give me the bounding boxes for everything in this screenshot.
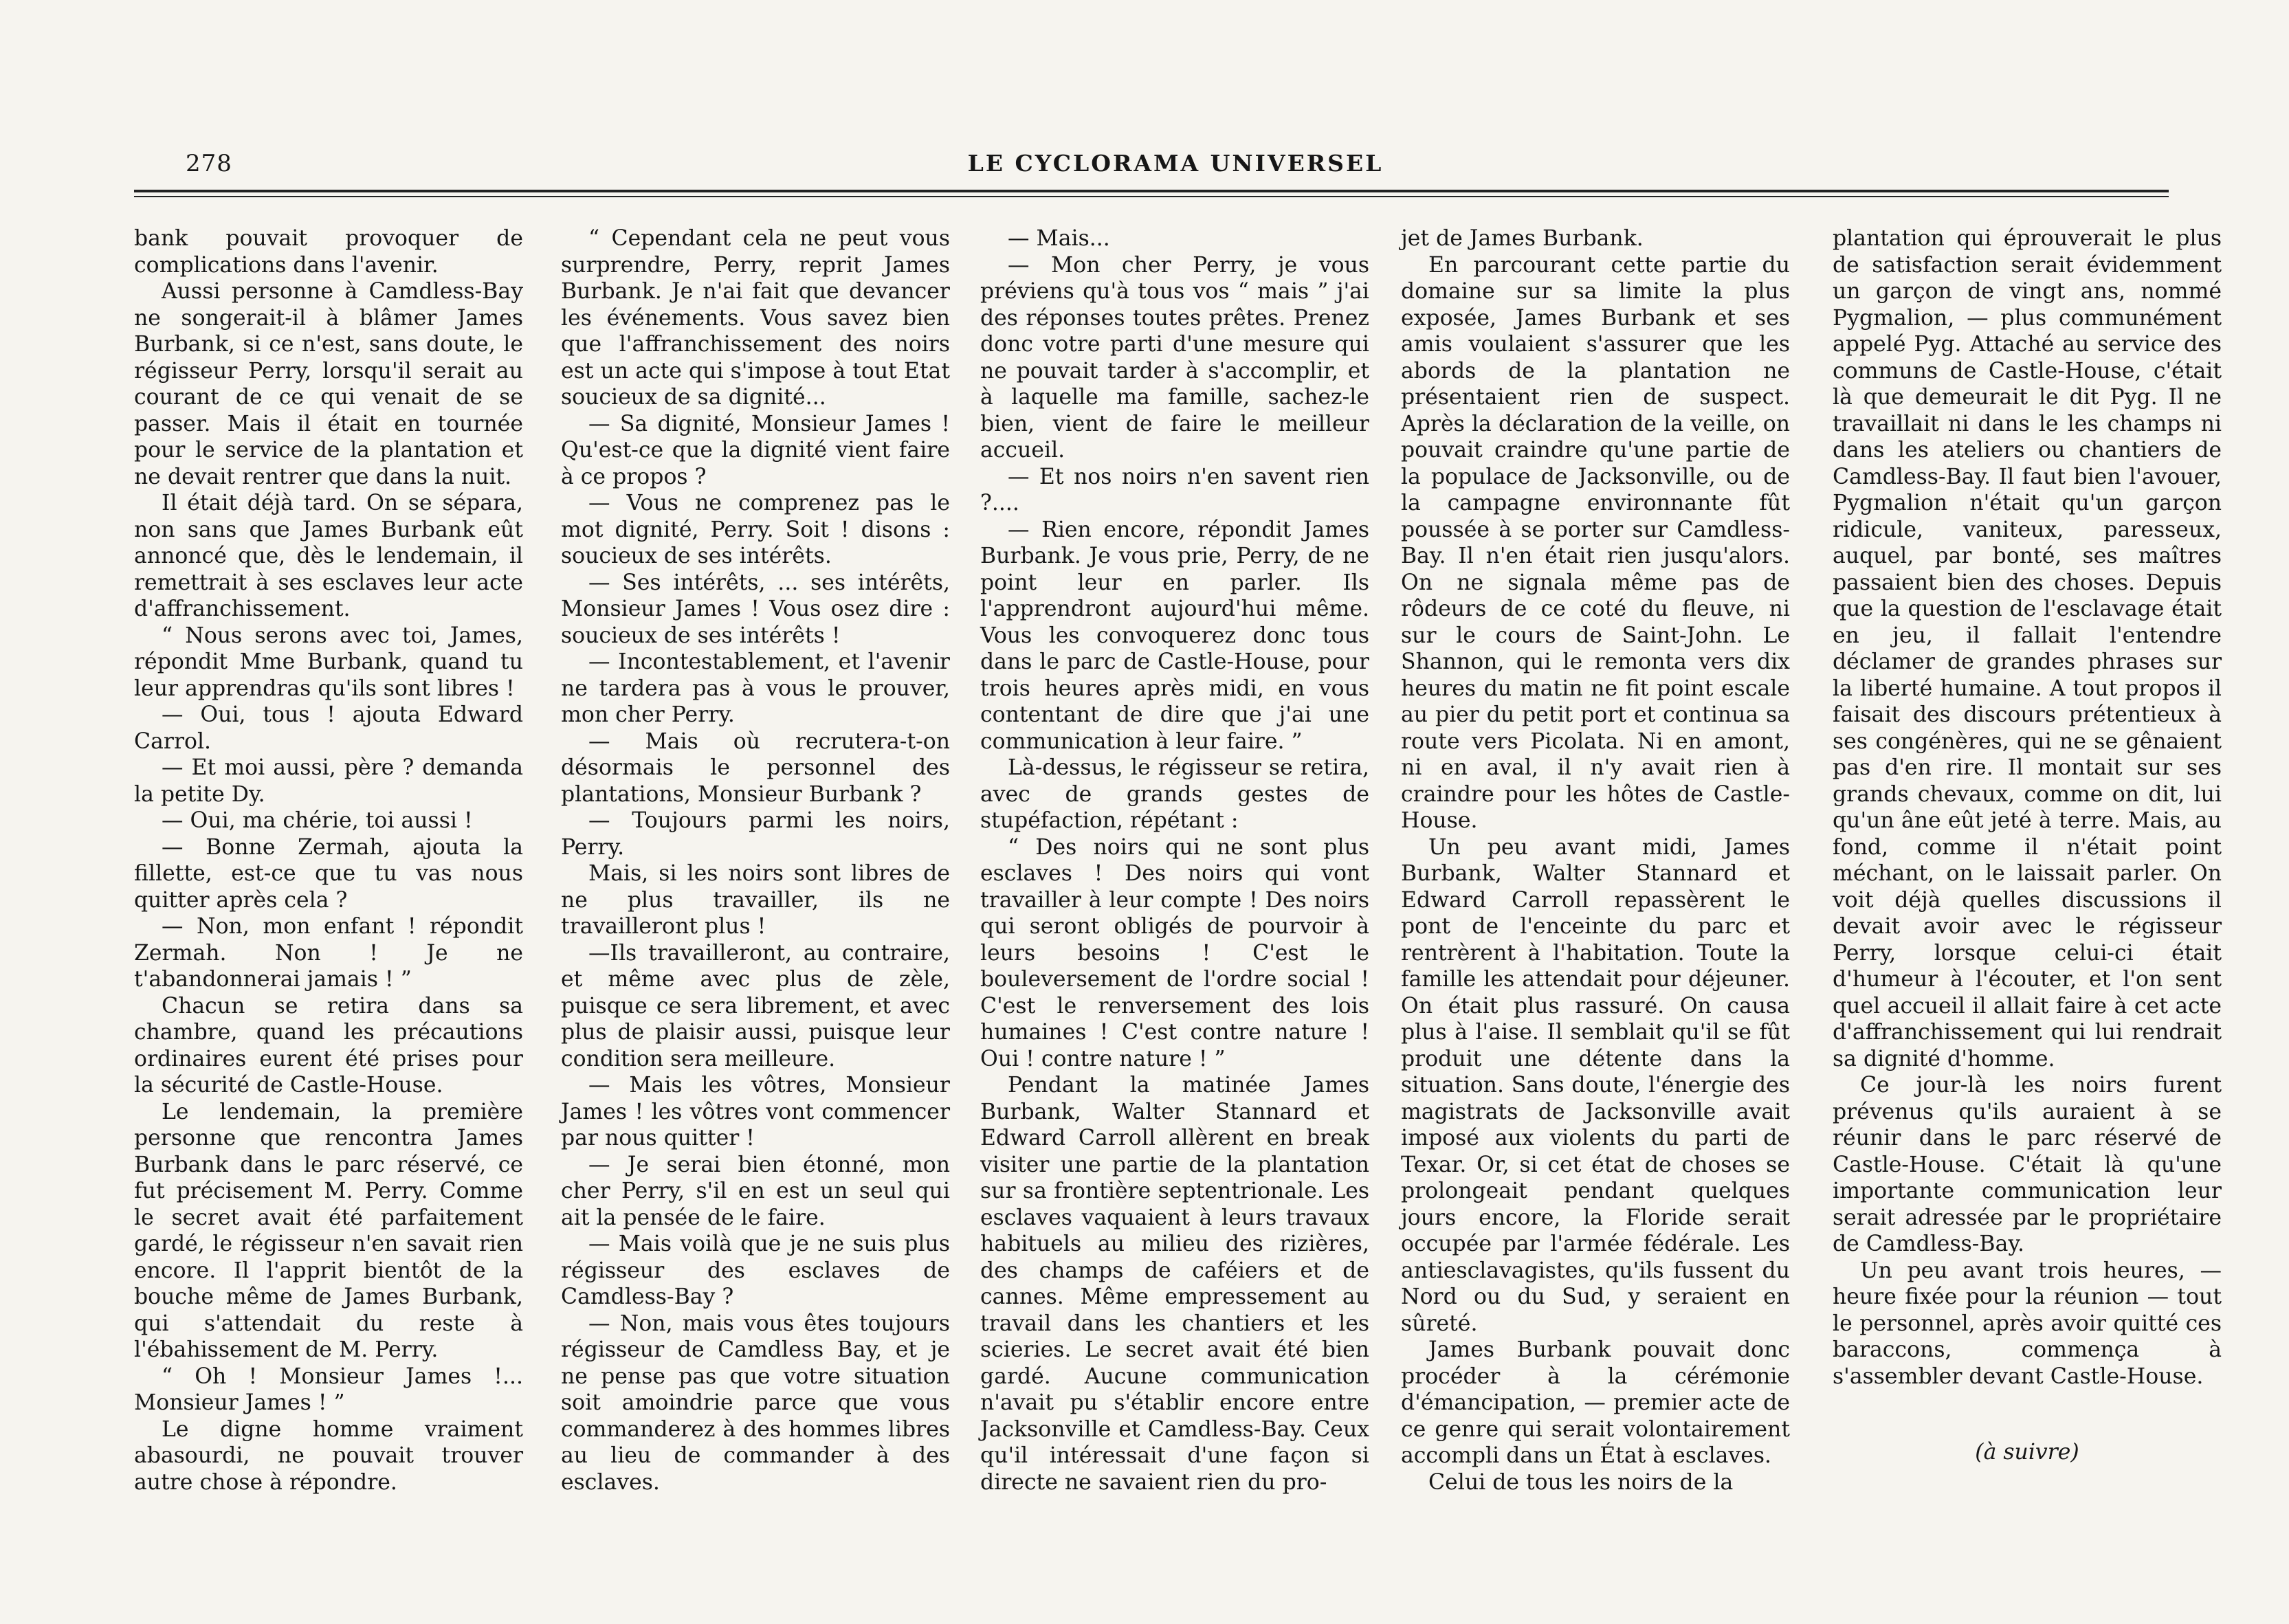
text-column-2 <box>561 225 950 1495</box>
text-column-1 <box>134 225 523 1495</box>
paragraph: — Oui, ma chérie, toi aussi ! <box>162 808 473 833</box>
paragraph: Un peu avant trois heures, — heure fixée pour la réunion — tout le personnel, après avoir quitté ces baraccons, commença à s'assembler devant Castle-House. <box>1833 1258 2222 1389</box>
paragraph: — Non, mais vous êtes toujours régisseur de Camdless Bay, et je ne pense pas que votre situation soit amoindrie parce que vous commanderez à des hommes libres au lieu de commander à des esclaves. <box>561 1311 950 1495</box>
paragraph: — Incontestablement, et l'avenir ne tardera pas à vous le prouver, mon cher Perry. <box>561 649 950 727</box>
paragraph: bank pouvait provoquer de complications dans l'avenir. <box>134 226 523 278</box>
header-rule-thick <box>134 190 2169 192</box>
paragraph: — Vous ne comprenez pas le mot dignité, Perry. Soit ! disons : soucieux de ses intérêts. <box>561 491 950 568</box>
running-title: LE CYCLORAMA UNIVERSEL <box>967 150 1384 177</box>
paragraph: En parcourant cette partie du domaine sur sa limite la plus exposée, James Burbank et ses amis voulaient s'assurer que les abords de la plantation ne présentaient rien de suspect. Après la déclaration de la veille, on pouvait craindre qu'une partie de la populace de Jacksonville, ou de la campagne environnante fût poussée à se porter sur Camdless-Bay. Il n'en était rien jusqu'alors. On ne signala même pas de rôdeurs de ce coté du fleuve, ni sur le cours de Saint-John. Le Shannon, qui le remonta vers dix heures du matin ne fit point escale au pier du petit port et continua sa route vers Picolata. Ni en amont, ni en aval, il n'y avait rien à craindre pour les hôtes de Castle-House. <box>1401 252 1790 833</box>
header-rule-thin <box>134 196 2169 197</box>
paragraph: — Mais voilà que je ne suis plus régisseur des esclaves de Camdless-Bay ? <box>561 1232 950 1309</box>
paragraph: Celui de tous les noirs de la <box>1428 1469 1734 1495</box>
paragraph: — Ses intérêts, ... ses intérêts, Monsieur James ! Vous osez dire : soucieux de ses intérêts ! <box>561 570 950 648</box>
page-header <box>186 150 2165 180</box>
paragraph: — Rien encore, répondit James Burbank. Je vous prie, Perry, de ne point leur en parler. Ils l'apprendront aujourd'hui même. Vous les convoquerez donc tous dans le parc de Castle-House, pour trois heures après midi, en vous contentant de dire que j'ai une communication à leur faire. ” <box>980 517 1369 754</box>
paragraph: Mais, si les noirs sont libres de ne plus travailler, ils ne travailleront plus ! <box>561 861 950 939</box>
paragraph: — Et nos noirs n'en savent rien ?.... <box>980 464 1369 515</box>
paragraph: —Ils travailleront, au contraire, et même avec plus de zèle, puisque ce sera librement, et avec plus de plaisir aussi, puisque leur condition sera meilleure. <box>561 940 950 1071</box>
text-column-3 <box>980 225 1369 1495</box>
text-column-5 <box>1833 225 2222 1390</box>
paragraph: “ Des noirs qui ne sont plus esclaves ! Des noirs qui vont travailler à leur compte ! Des noirs qui seront obligés de pourvoir à leurs besoins ! C'est le bouleversement de l'ordre social ! C'est le renversement des lois humaines ! C'est contre nature ! Oui ! contre nature ! ” <box>980 834 1369 1071</box>
paragraph: Chacun se retira dans sa chambre, quand les précautions ordinaires eurent été prises pour la sécurité de Castle-House. <box>134 993 523 1098</box>
paragraph: — Mon cher Perry, je vous préviens qu'à tous vos “ mais ” j'ai des réponses toutes prêtes. Prenez donc votre parti d'une mesure qui ne pouvait tarder à s'accomplir, et à laquelle ma famille, sachez-le bien, vient de faire le meilleur accueil. <box>980 252 1369 463</box>
paragraph: Aussi personne à Camdless-Bay ne songerait-il à blâmer James Burbank, si ce n'est, sans doute, le régisseur Perry, lorsqu'il serait au courant de ce qui venait de se passer. Mais il était en tournée pour le service de la plantation et ne devait rentrer que dans la nuit. <box>134 279 523 489</box>
paragraph: — Mais les vôtres, Monsieur James ! les vôtres vont commencer par nous quitter ! <box>561 1073 950 1150</box>
paragraph: — Mais où recrutera-t-on désormais le personnel des plantations, Monsieur Burbank ? <box>561 728 950 807</box>
paragraph: — Sa dignité, Monsieur James ! Qu'est-ce que la dignité vient faire à ce propos ? <box>561 411 950 489</box>
page-number: 278 <box>186 150 232 177</box>
paragraph: Un peu avant midi, James Burbank, Walter Stannard et Edward Carroll repassèrent le pont de l'enceinte du parc et rentrèrent à l'habitation. Toute la famille les attendait pour déjeuner. On était plus rassuré. On causa plus à l'aise. Il semblait qu'il se fût produit une détente dans la situation. Sans doute, l'énergie des magistrats de Jacksonville avait imposé aux violents du parti de Texar. Or, si cet état de choses se prolongeait pendant quelques jours encore, la Floride serait occupée par l'armée fédérale. Les antiesclavagistes, qu'ils fussent du Nord ou du Sud, y seraient en sûreté. <box>1401 834 1790 1336</box>
paragraph: Pendant la matinée James Burbank, Walter Stannard et Edward Carroll allèrent en break visiter une partie de la plantation sur sa frontière septentrionale. Les esclaves vaquaient à leurs travaux habituels au milieu des rizières, des champs de caféiers et de cannes. Même empressement au travail dans les chantiers et les scieries. Le secret avait été bien gardé. Aucune communication n'avait pu s'établir encore entre Jacksonville et Camdless-Bay. Ceux qu'il intéressait d'une façon si directe ne savaient rien du pro- <box>980 1073 1369 1495</box>
paragraph: plantation qui éprouverait le plus de satisfaction serait évidemment un garçon de vingt ans, nommé Pygmalion, — plus communément appelé Pyg. Attaché au service des communs de Castle-House, c'était là que demeurait le dit Pyg. Il ne travaillait ni dans le les champs ni dans les ateliers ou chantiers de Camdless-Bay. Il faut bien l'avouer, Pygmalion n'était qu'un garçon ridicule, vaniteux, paresseux, auquel, par bonté, ses maîtres passaient bien des choses. Depuis que la question de l'esclavage était en jeu, il fallait l'entendre déclamer de grandes phrases sur la liberté humaine. A tout propos il faisait des discours prétentieux à ses congénères, qui ne se gênaient pas d'en rire. Il montait sur ses grands chevaux, comme on dit, lui qu'un âne eût jeté à terre. Mais, au fond, comme il n'était point méchant, on le laissait parler. On voit déjà quelles discussions il devait avoir avec le régisseur Perry, lorsque celui-ci était d'humeur à l'écouter, et l'on sent quel accueil il allait faire à cet acte d'affranchissement qui lui rendrait sa dignité d'homme. <box>1833 226 2222 1071</box>
paragraph: “ Nous serons avec toi, James, répondit Mme Burbank, quand tu leur apprendras qu'ils sont libres ! <box>134 623 523 701</box>
paragraph: “ Cependant cela ne peut vous surprendre, Perry, reprit James Burbank. Je n'ai fait que devancer les événements. Vous savez bien que l'affranchissement des noirs est un acte qui s'impose à tout Etat soucieux de sa dignité... <box>561 226 950 410</box>
paragraph: James Burbank pouvait donc procéder à la cérémonie d'émancipation, — premier acte de ce genre qui serait volontairement accompli dans un État à esclaves. <box>1401 1337 1790 1468</box>
paragraph: — Oui, tous ! ajouta Edward Carrol. <box>134 702 523 754</box>
text-column-4 <box>1401 225 1790 1495</box>
paragraph: — Mais... <box>1008 226 1110 251</box>
paragraph: — Bonne Zermah, ajouta la fillette, est-ce que tu vas nous quitter après cela ? <box>134 834 523 913</box>
paragraph: Là-dessus, le régisseur se retira, avec de grands gestes de stupéfaction, répétant : <box>980 755 1369 833</box>
paragraph: Ce jour-là les noirs furent prévenus qu'ils auraient à se réunir dans le parc réservé de Castle-House. C'était là qu'une importante communication leur serait adressée par le propriétaire de Camdless-Bay. <box>1833 1073 2222 1256</box>
paragraph: Le digne homme vraiment abasourdi, ne pouvait trouver autre chose à répondre. <box>134 1416 523 1495</box>
paragraph: — Toujours parmi les noirs, Perry. <box>561 808 950 860</box>
paragraph: Il était déjà tard. On se sépara, non sans que James Burbank eût annoncé que, dès le lendemain, il remettrait à ses esclaves leur acte d'affranchissement. <box>134 491 523 621</box>
paragraph: — Non, mon enfant ! répondit Zermah. Non ! Je ne t'abandonnerai jamais ! ” <box>134 914 523 992</box>
paragraph: — Et moi aussi, père ? demanda la petite Dy. <box>134 755 523 807</box>
paragraph: Le lendemain, la première personne que rencontra James Burbank dans le parc réservé, ce fut précisement M. Perry. Comme le secret avait été parfaitement gardé, le régisseur n'en savait rien encore. Il l'apprit bientôt de la bouche même de James Burbank, qui s'attendait du reste à l'ébahissement de M. Perry. <box>134 1099 523 1362</box>
to-be-continued: (à suivre) <box>1975 1440 2079 1465</box>
paragraph: “ Oh ! Monsieur James !... Monsieur James ! ” <box>134 1364 523 1415</box>
paragraph: — Je serai bien étonné, mon cher Perry, s'il en est un seul qui ait la pensée de le faire. <box>561 1152 950 1230</box>
paragraph: jet de James Burbank. <box>1401 226 1644 251</box>
